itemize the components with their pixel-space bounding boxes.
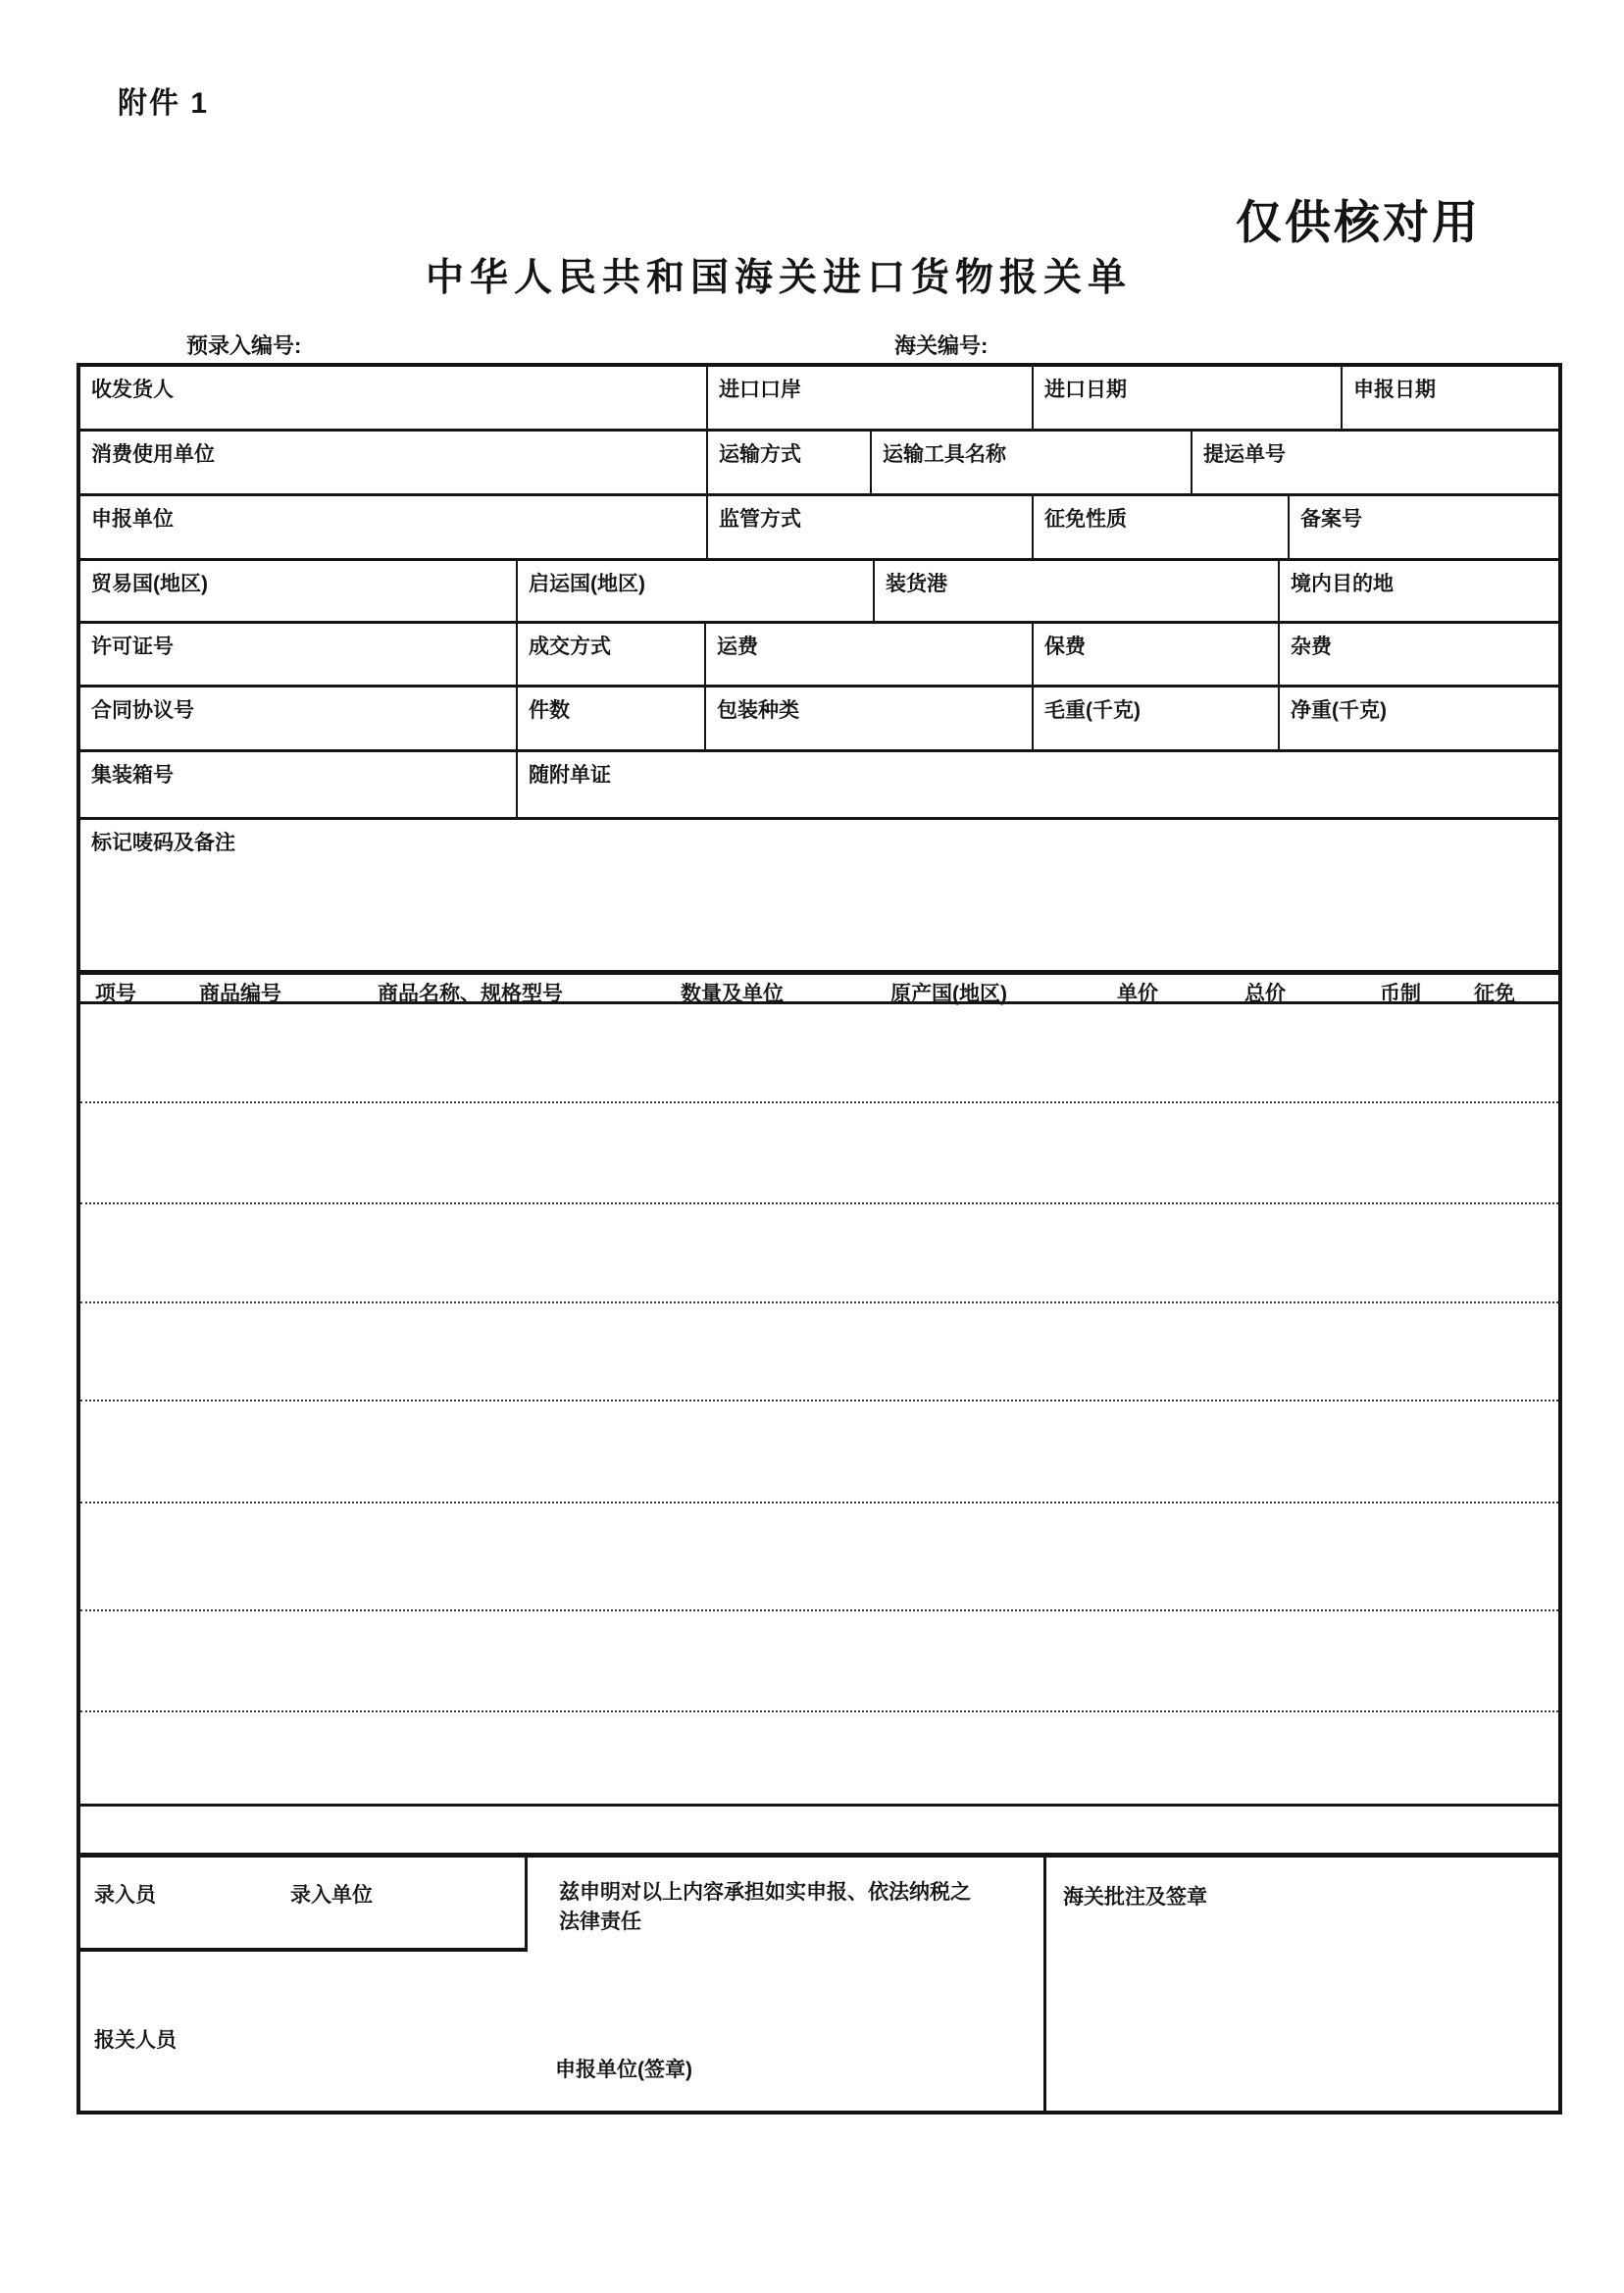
cell-import-date: 进口日期	[1032, 367, 1341, 429]
col-commodity-code: 商品编号	[199, 983, 281, 1005]
grid-row-5	[80, 624, 1558, 688]
attachment-label: 附件 1	[118, 87, 210, 120]
cell-bill-of-lading-no: 提运单号	[1191, 432, 1558, 493]
col-unit-price: 单价	[1117, 983, 1158, 1005]
grid-row-6	[80, 688, 1558, 752]
cell-loading-port: 装货港	[873, 561, 1278, 621]
row-divider-dotted	[80, 1710, 1558, 1712]
cell-departure-country: 启运国(地区)	[516, 561, 873, 621]
declaration-line-1: 兹申明对以上内容承担如实申报、依法纳税之	[559, 1881, 971, 1904]
col-origin-country: 原产国(地区)	[890, 983, 1007, 1005]
cell-domestic-destination: 境内目的地	[1278, 561, 1558, 621]
declaration-form-grid	[76, 363, 1562, 2115]
cell-exemption-nature: 征免性质	[1032, 496, 1288, 558]
cell-container-no: 集装箱号	[91, 764, 174, 787]
cell-supervision-mode: 监管方式	[706, 496, 1032, 558]
declaration-statement	[559, 1878, 1036, 1938]
grid-row-marks-remarks	[80, 820, 1558, 975]
row-divider-dotted	[80, 1502, 1558, 1503]
cell-package-count: 件数	[516, 688, 704, 749]
row-divider-dotted	[80, 1101, 1558, 1103]
entry-clerk-label: 录入员	[94, 1884, 156, 1907]
footer-column-divider	[1043, 1858, 1046, 2111]
cell-misc-fees: 杂费	[1278, 624, 1558, 685]
col-item-no: 项号	[95, 983, 136, 1005]
check-only-stamp: 仅供核对用	[1236, 196, 1481, 248]
page-title: 中华人民共和国海关进口货物报关单	[426, 257, 1133, 299]
declaring-unit-signature-label: 申报单位(签章)	[555, 2059, 692, 2081]
declaration-line-2: 法律责任	[559, 1911, 641, 1934]
entry-unit-label: 录入单位	[290, 1884, 373, 1907]
cell-license-no: 许可证号	[91, 636, 174, 658]
col-total-price: 总价	[1244, 983, 1286, 1005]
row-divider-dotted	[80, 1609, 1558, 1611]
cell-import-port: 进口口岸	[706, 367, 1032, 429]
goods-table-body-blank	[80, 1004, 1558, 1807]
grid-row-7	[80, 752, 1558, 820]
col-commodity-name-spec: 商品名称、规格型号	[378, 983, 563, 1005]
cell-insurance: 保费	[1032, 624, 1278, 685]
row-divider-dotted	[80, 1400, 1558, 1401]
row-divider-dotted	[80, 1202, 1558, 1204]
blank-summary-strip	[80, 1807, 1558, 1858]
grid-row-1	[80, 367, 1558, 432]
cell-attached-documents: 随附单证	[516, 752, 1558, 817]
cell-marks-and-remarks: 标记唛码及备注	[91, 832, 235, 854]
cell-consumer-unit: 消费使用单位	[91, 443, 215, 466]
row-divider-dotted	[80, 1301, 1558, 1303]
grid-row-3	[80, 496, 1558, 561]
cell-consignee: 收发货人	[91, 379, 174, 401]
cell-freight: 运费	[704, 624, 1032, 685]
signature-section	[80, 1858, 1558, 2111]
entry-clerk-box	[80, 1858, 528, 1952]
grid-row-2	[80, 432, 1558, 496]
customs-number-label: 海关编号:	[894, 333, 989, 358]
cell-trade-country: 贸易国(地区)	[91, 573, 208, 595]
cell-transaction-terms: 成交方式	[516, 624, 704, 685]
customs-endorsement-label: 海关批注及签章	[1063, 1886, 1207, 1909]
goods-table-header	[80, 975, 1558, 1004]
grid-row-4	[80, 561, 1558, 624]
cell-transport-name: 运输工具名称	[870, 432, 1191, 493]
cell-declaring-unit: 申报单位	[91, 508, 174, 531]
declarant-label: 报关人员	[94, 2029, 177, 2052]
cell-transport-mode: 运输方式	[706, 432, 870, 493]
cell-package-type: 包装种类	[704, 688, 1032, 749]
col-currency: 币制	[1380, 983, 1421, 1005]
col-exemption: 征免	[1474, 983, 1515, 1005]
cell-record-no: 备案号	[1288, 496, 1558, 558]
cell-net-weight: 净重(千克)	[1278, 688, 1558, 749]
cell-declare-date: 申报日期	[1341, 367, 1558, 429]
col-quantity-unit: 数量及单位	[681, 983, 784, 1005]
pre-entry-number-label: 预录入编号:	[186, 333, 302, 358]
cell-gross-weight: 毛重(千克)	[1032, 688, 1278, 749]
cell-contract-no: 合同协议号	[91, 699, 194, 722]
